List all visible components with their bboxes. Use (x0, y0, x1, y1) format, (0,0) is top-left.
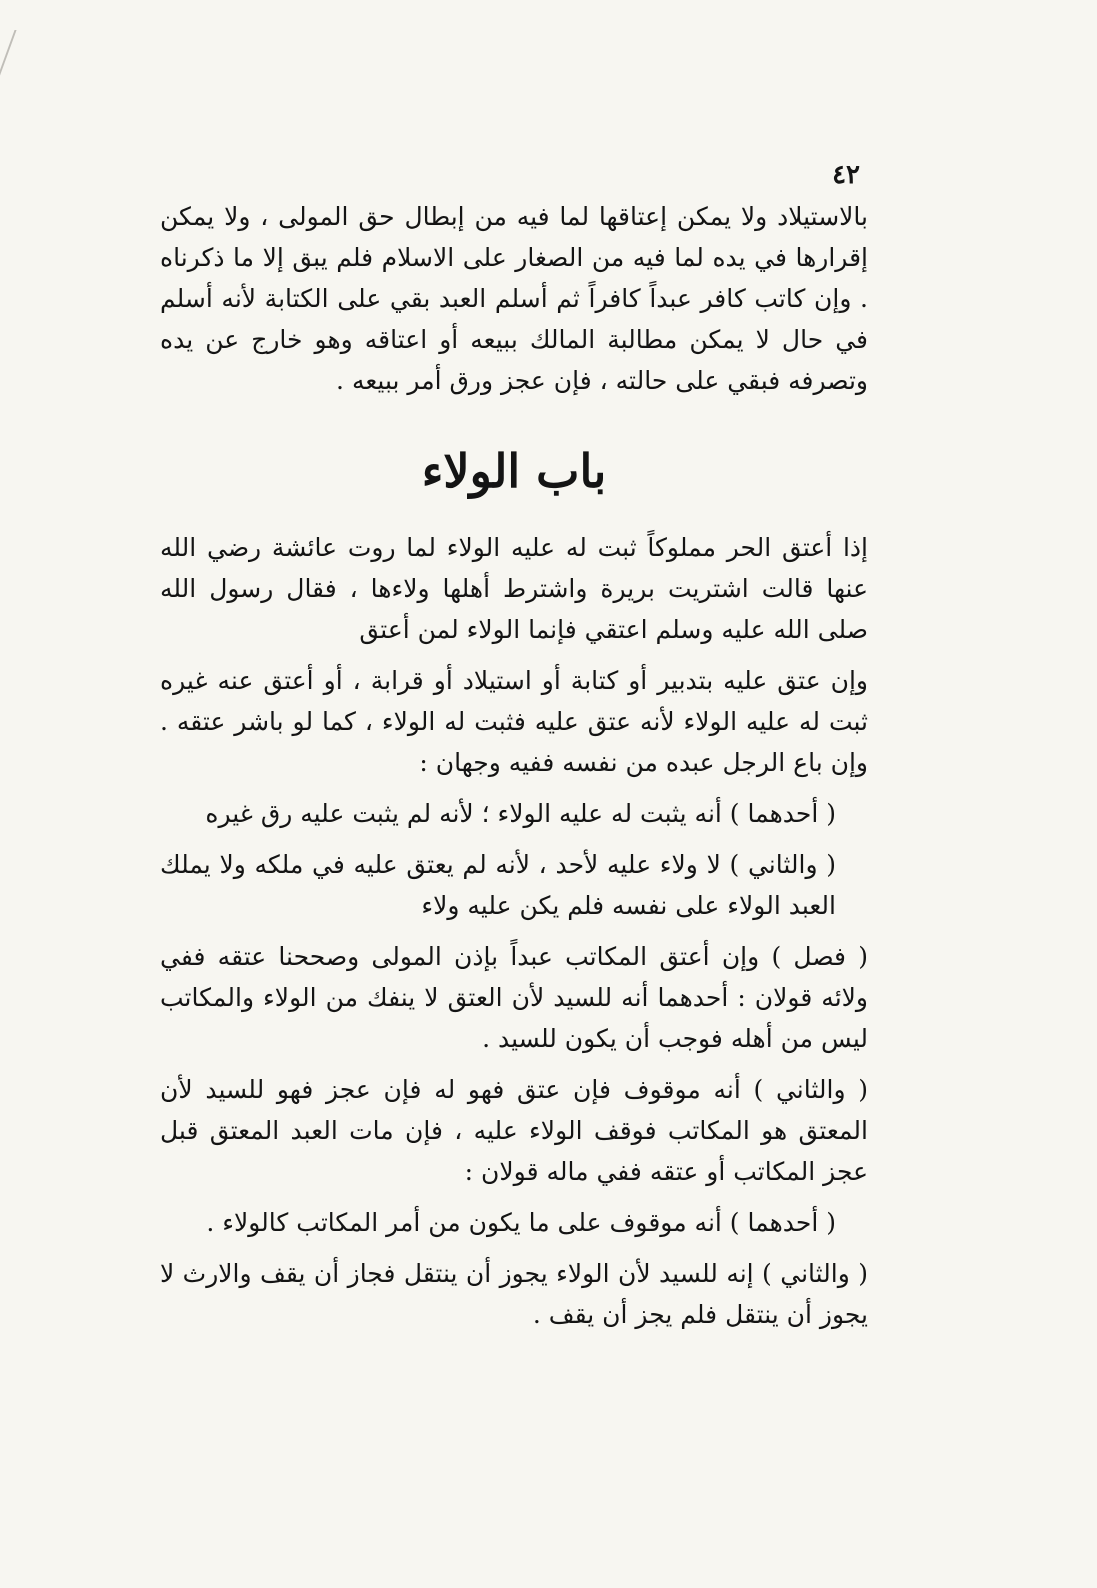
paragraph-2: وإن عتق عليه بتدبير أو كتابة أو استيلاد أو قرابة ، أو أعتق عنه غيره ثبت له عليه الولاء لأنه عتق عليه فثبت له الولاء ، كما لو باشر عتقه . وإن باع الرجل عبده من نفسه ففيه وجهان : (160, 666, 868, 777)
continued-paragraph: بالاستيلاد ولا يمكن إعتاقها لما فيه من إبطال حق المولى ، ولا يمكن إقرارها في يده لما فيه من الصغار على الاسلام فلم يبق إلا ما ذكرناه . وإن كاتب كافر عبداً كافراً ثم أسلم العبد بقي على الكتابة لأنه أسلم في حال لا يمكن مطالبة المالك ببيعه أو اعتاقه وهو خارج عن يده وتصرفه فبقي على حالته ، فإن عجز ورق أمر ببيعه . (160, 202, 868, 395)
chapter-title: باب الولاء (421, 444, 607, 498)
paragraph-5-section: ( فصل ) وإن أعتق المكاتب عبداً بإذن المولى وصححنا عتقه ففي ولائه قولان : أحدهما أنه للسيد لأن العتق لا ينفك من الولاء والمكاتب ليس من أهله فوجب أن يكون للسيد . (160, 942, 868, 1053)
margin-smudge (0, 30, 37, 110)
page-number: ٤٢ (832, 160, 860, 190)
paragraph-7: ( أحدهما ) أنه موقوف على ما يكون من أمر المكاتب كالولاء . (206, 1208, 836, 1237)
paragraph-6: ( والثاني ) أنه موقوف فإن عتق فهو له فإن عجز فهو للسيد لأن المعتق هو المكاتب فوقف الولاء عليه ، فإن مات العبد المعتق قبل عجز المكاتب أو عتقه ففي ماله قولان : (160, 1075, 869, 1186)
paragraph-1: إذا أعتق الحر مملوكاً ثبت له عليه الولاء لما روت عائشة رضي الله عنها قالت اشتريت بريرة واشترط أهلها ولاءها ، فقال رسول الله صلى الله عليه وسلم اعتقي فإنما الولاء لمن أعتق (160, 533, 868, 644)
paragraph-4: ( والثاني ) لا ولاء عليه لأحد ، لأنه لم يعتق عليه في ملكه ولا يملك العبد الولاء على نفسه فلم يكن عليه ولاء (160, 850, 836, 920)
paragraph-8: ( والثاني ) إنه للسيد لأن الولاء يجوز أن ينتقل فجاز أن يقف والارث لا يجوز أن ينتقل فلم يجز أن يقف . (160, 1259, 868, 1329)
paragraph-3: ( أحدهما ) أنه يثبت له عليه الولاء ؛ لأنه لم يثبت عليه رق غيره (205, 799, 836, 828)
page-body (160, 196, 868, 1345)
